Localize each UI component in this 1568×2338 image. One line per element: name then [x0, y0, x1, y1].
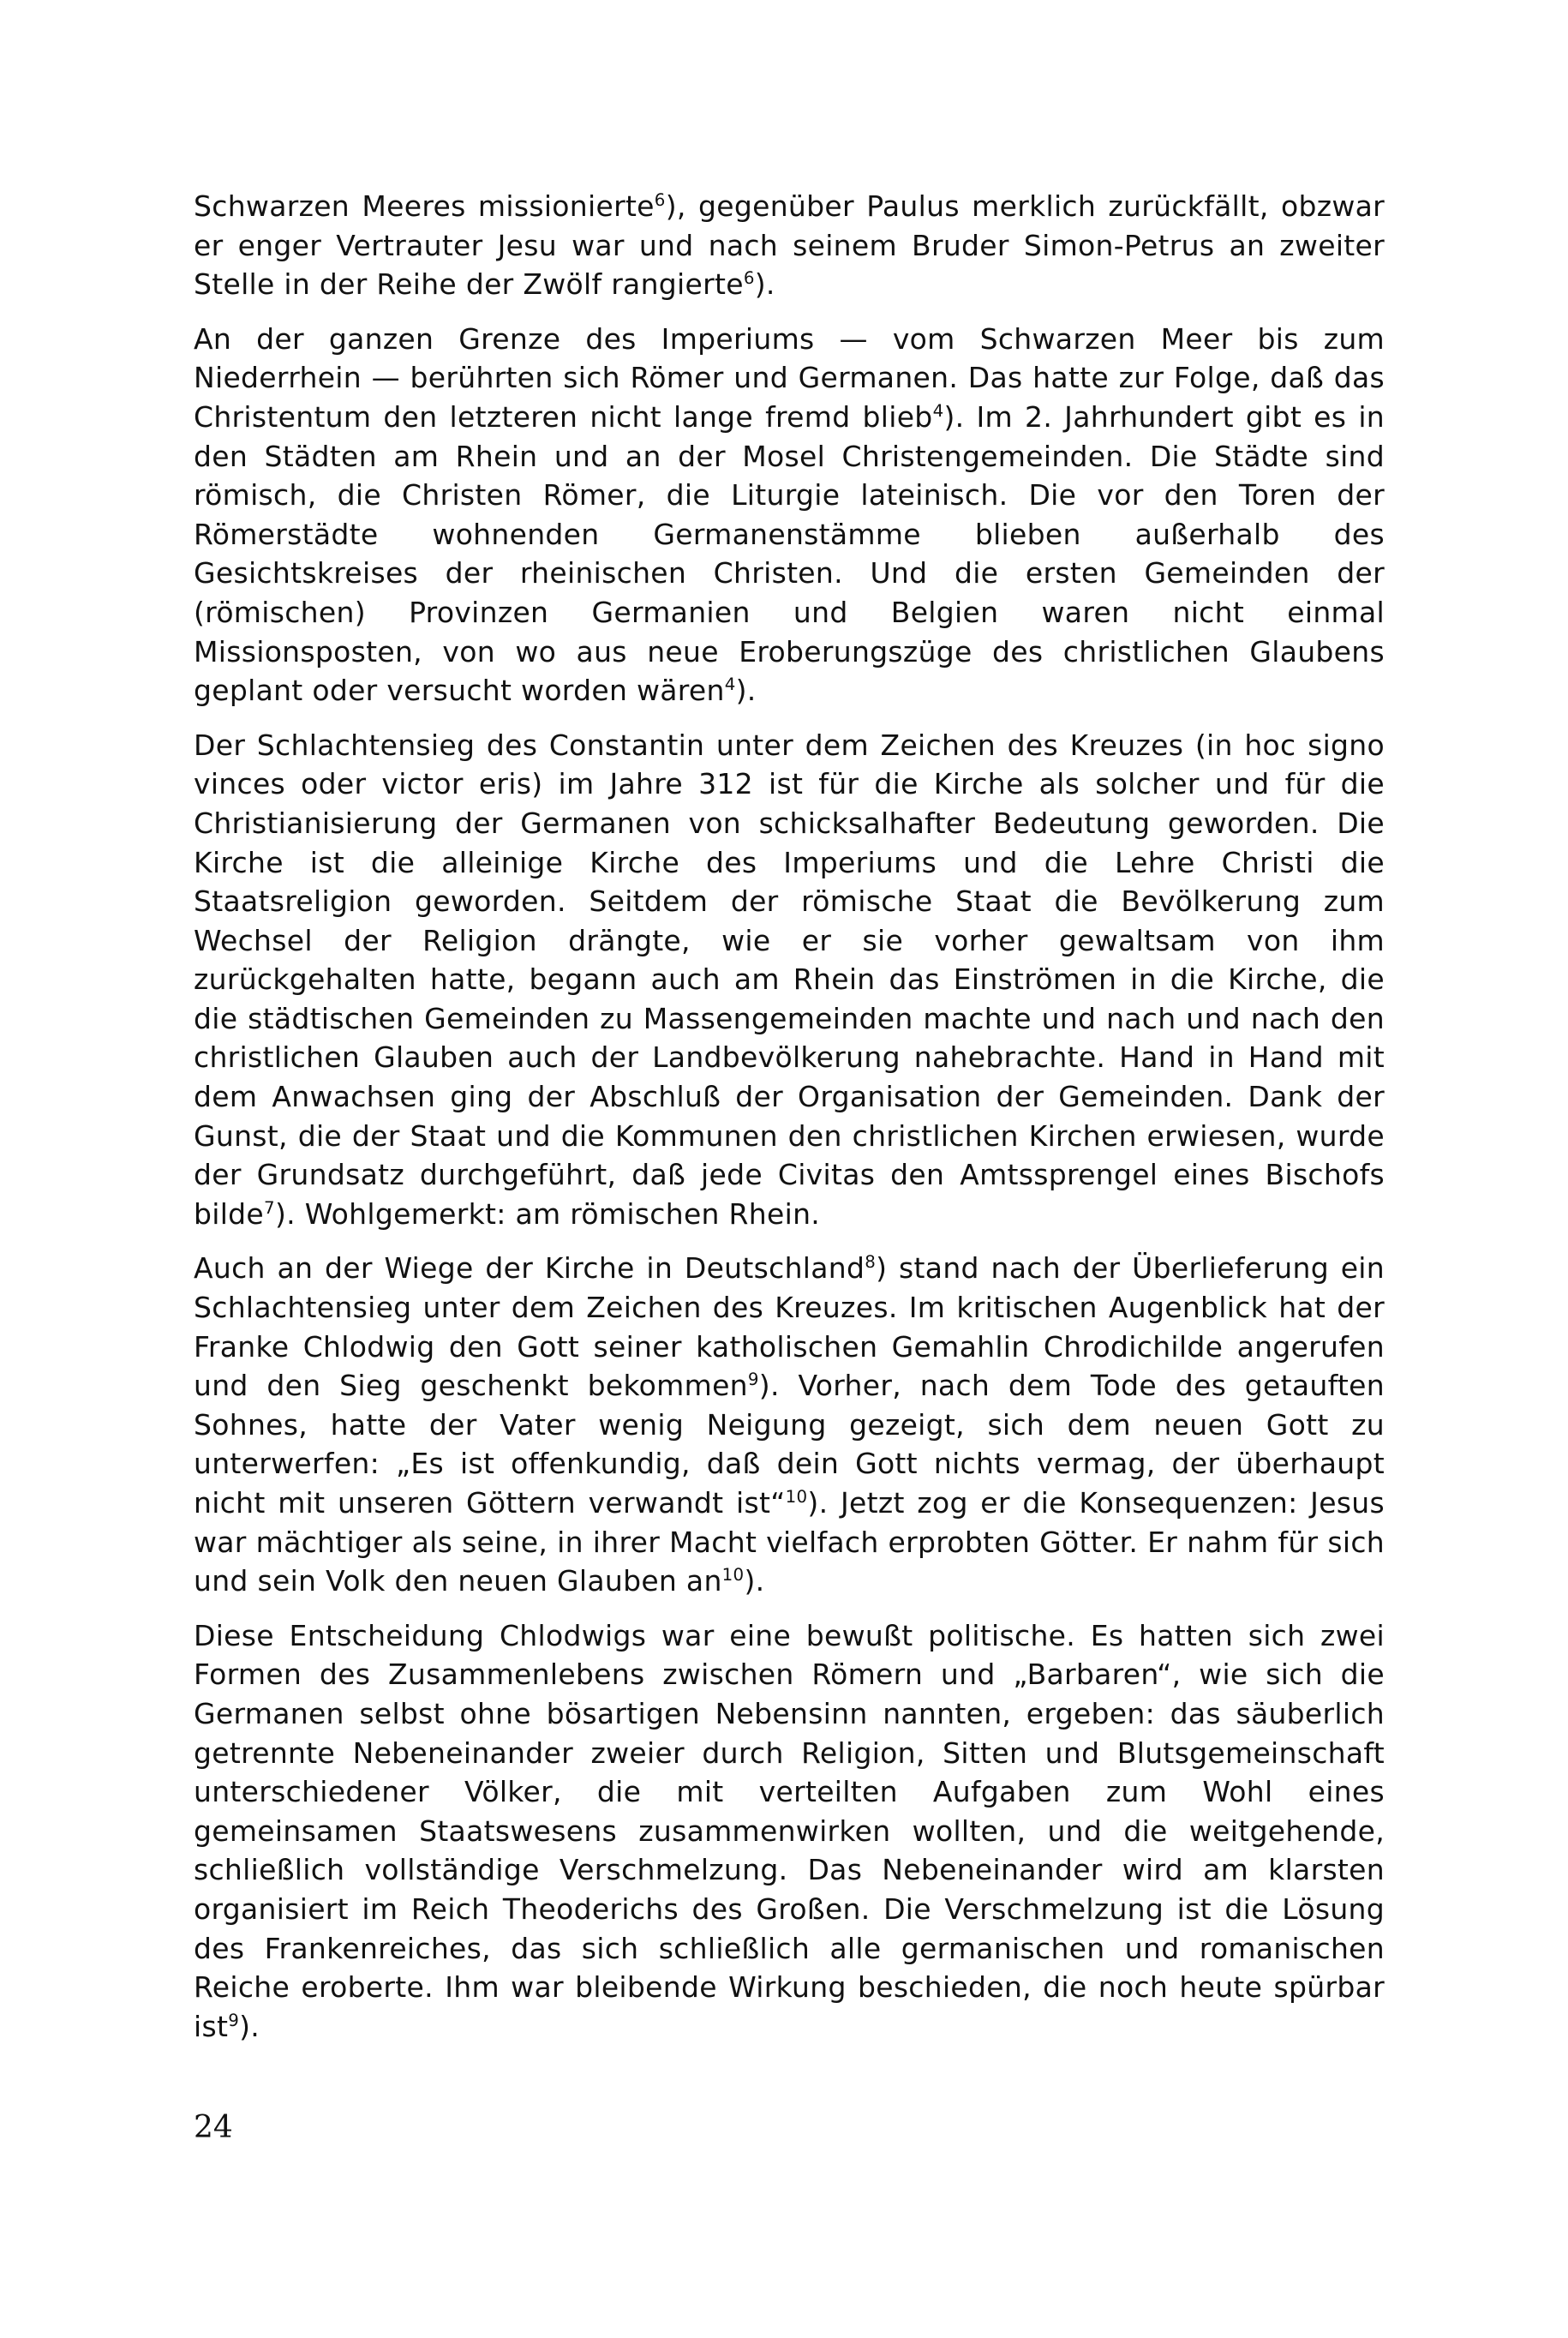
footnote-ref: 7: [264, 1197, 275, 1218]
paragraph-4: Auch an der Wiege der Kirche in Deutschland$^8$) stand nach der Überlieferung ein Schlachtensieg unter dem Zeichen des Kreuzes. Im kritischen Augenblick hat der Franke Chlodwig den Gott seiner katholischen Gemahlin Chrodichilde angerufen und den Sieg geschenkt bekommen$^9$). Vorher, nach dem Tode des getauften Sohnes, hatte der Vater wenig Neigung gezeigt, sich dem neuen Gott zu unterwerfen: „Es ist offenkundig, daß dein Gott nichts vermag, der überhaupt nicht mit unseren Göttern verwandt ist“$^{10}$). Jetzt zog er die Konsequenzen: Jesus war mächtiger als seine, in ihrer Macht vielfach erprobten Götter. Er nahm für sich und sein Volk den neuen Glauben $an^{10}$).: [194, 1251, 1385, 1598]
paragraph-5: Diese Entscheidung Chlodwigs war eine bewußt politische. Es hatten sich zwei Formen des Zusammenlebens zwischen Römern und „Barbaren“, wie sich die Germanen selbst ohne bösartigen Nebensinn nannten, ergeben: das säuberlich getrennte Nebeneinander zweier durch Religion, Sitten und Blutsgemeinschaft unterschiedener Völker, die mit verteilten Aufgaben zum Wohl eines gemeinsamen Staatswesens zusammenwirken wollten, und die weitgehende, schließlich vollständige Verschmelzung. Das Nebeneinander wird am klarsten organisiert im Reich Theoderichs des Großen. Die Verschmelzung ist die Lösung des Frankenreiches, das sich schließlich alle germanischen und romanischen Reiche eroberte. Ihm war bleibende Wirkung beschieden, die noch heute spürbar ist$^9$).: [194, 1618, 1385, 2043]
footnote-ref: 6: [654, 190, 666, 210]
footnote-ref: 9: [228, 2010, 240, 2030]
footnote-ref: 4: [932, 400, 944, 421]
page-number: 24: [194, 2110, 233, 2145]
footnote-ref: 9: [747, 1370, 759, 1390]
paragraph-3: Der Schlachtensieg des Constantin unter dem Zeichen des Kreuzes (in hoc signo vinces oder victor eris) im Jahre 312 ist für die Kirche als solcher und für die Christianisierung der Germanen von schicksalhafter Bedeutung geworden. Die Kirche ist die alleinige Kirche des Imperiums und die Lehre Christi die Staatsreligion geworden. Seitdem der römische Staat die Bevölkerung zum Wechsel der Religion drängte, wie er sie vorher gewaltsam von ihm zurückgehalten hatte, begann auch am Rhein das Einströmen in die Kirche, die die städtischen Gemeinden zu Massengemeinden machte und nach und nach den christlichen Glauben auch der Landbevölkerung nahebrachte. Hand in Hand mit dem Anwachsen ging der Abschluß der Organisation der Gemeinden. Dank der Gunst, die der Staat und die Kommunen den christlichen Kirchen erwiesen, wurde der Grundsatz durchgeführt, daß jede Civitas den Amtssprengel eines Bischofs bilde$^7$). Wohlgemerkt: am römischen Rhein.: [194, 728, 1385, 1231]
footnote-ref: 10: [785, 1487, 808, 1507]
footnote-ref: 4: [724, 674, 736, 695]
paragraph-2: An der ganzen Grenze des Imperiums — vom Schwarzen Meer bis zum Niederrhein — berührten sich Römer und Germanen. Das hatte zur Folge, daß das Christentum den letzteren nicht lange fremd blieb$^4$). Im 2. Jahrhundert gibt es in den Städten am Rhein und an der Mosel Christengemeinden. Die Städte sind römisch, die Christen Römer, die Liturgie lateinisch. Die vor den Toren der Römerstädte wohnenden Germanenstämme blieben außerhalb des Gesichtskreises der rheinischen Christen. Und die ersten Gemeinden der (römischen) Provinzen Germanien und Belgien waren nicht einmal Missionsposten, von wo aus neue Eroberungszüge des christlichen Glaubens geplant oder versucht worden wären$^4$).: [194, 321, 1385, 708]
page-body: [194, 187, 1385, 2046]
footnote-ref: 6: [743, 268, 755, 289]
paragraph-1: Schwarzen Meeres missionierte$^6$), gegenüber Paulus merklich zurückfällt, obzwar er enger Vertrauter Jesu war und nach seinem Bruder Simon-Petrus an zweiter Stelle in der Reihe der Zwölf rangierte$^6$).: [194, 189, 1385, 302]
footnote-ref: 10: [721, 1565, 745, 1586]
footnote-ref: 8: [865, 1252, 877, 1273]
